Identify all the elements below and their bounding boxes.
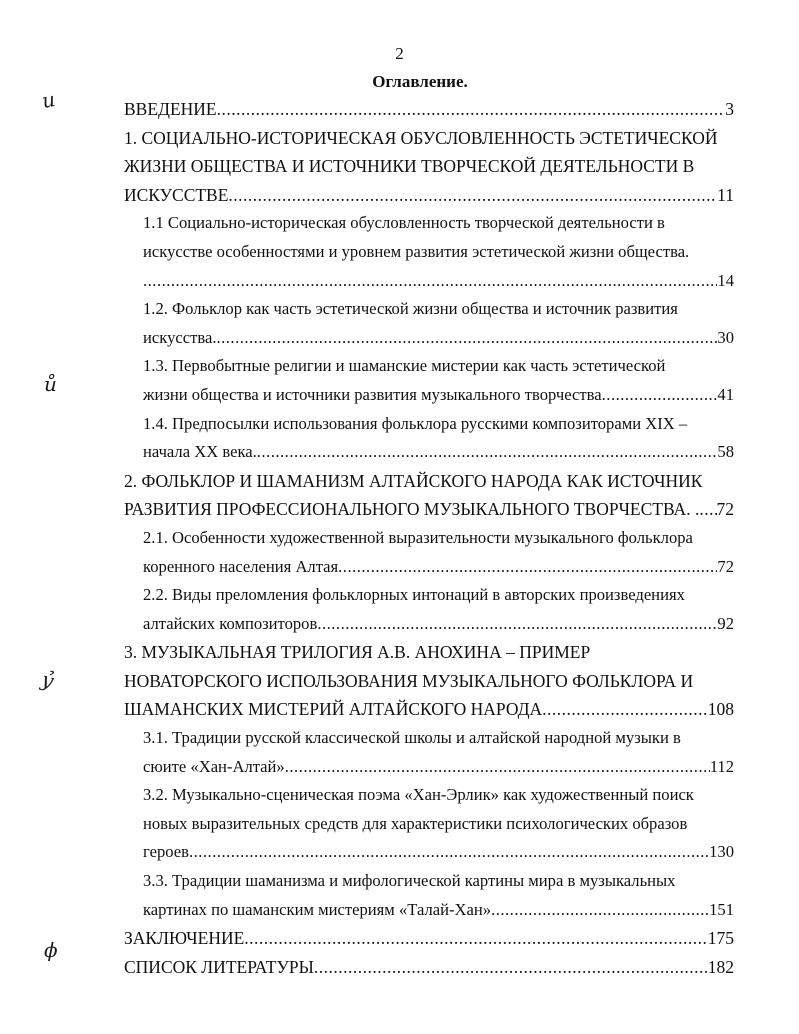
dot-leader [317,610,717,639]
toc-entry-text-line: ЖИЗНИ ОБЩЕСТВА И ИСТОЧНИКИ ТВОРЧЕСКОЙ ДЕЯТЕЛЬНОСТИ В [124,156,695,177]
dot-leader [338,553,717,582]
toc-entry [143,781,734,867]
toc-entry [143,352,734,409]
toc-entry-text: искусства. [143,327,217,347]
toc-page-number: 72 [717,556,734,576]
toc-entry-text: картинах по шаманским мистериям «Талай-Хан» [143,899,492,919]
toc-entry [143,410,734,467]
dot-leader [216,324,717,353]
toc-entry-text-line: 1.1 Социально-историческая обусловленность творческой деятельности в [143,213,665,233]
toc-entry [124,638,734,724]
toc-entry-text-line: 2.1. Особенности художественной выразительности музыкального фольклора [143,527,693,547]
toc-entry-text: ИСКУССТВЕ [124,184,229,205]
toc-entry-text-line: 1.3. Первобытные религии и шаманские мистерии как часть эстетической [143,356,666,376]
toc-entry-text: начала XX века. [143,442,257,462]
toc-entry [124,924,734,953]
toc-entry-text: ВВЕДЕНИЕ [124,99,217,119]
toc-entry-last-line [143,553,734,582]
toc-entry-last-line [143,610,734,639]
toc-entry-text-line: 3.1. Традиции русской классической школы и алтайской народной музыки в [143,728,681,748]
toc-page-number: 30 [717,327,734,347]
toc-page-number: 92 [717,613,734,633]
toc-entry-last-line [124,953,734,982]
toc-entry [143,295,734,352]
dot-leader [285,753,710,782]
toc-entry [143,867,734,924]
toc-entry-text-line: 3. МУЗЫКАЛЬНАЯ ТРИЛОГИЯ А.В. АНОХИНА – ПРИМЕР [124,642,591,663]
dot-leader [244,924,707,953]
toc-entry-text: героев [143,842,189,862]
toc-entry-text-line: новых выразительных средств для характеристики психологических образов [143,813,688,833]
toc-entry-last-line [124,695,734,724]
toc-entry [143,209,734,295]
toc-entry-text: коренного населения Алтая [143,556,339,576]
toc-page-number: 14 [717,270,734,290]
toc-page-number: 3 [725,99,734,119]
toc-entry-text: ШАМАНСКИХ МИСТЕРИЙ АЛТАЙСКОГО НАРОДА [124,699,543,720]
toc-page-number: 108 [707,699,734,720]
toc-page-number: 175 [707,928,734,949]
toc-page-number: 182 [707,956,734,977]
toc-entry-text: СПИСОК ЛИТЕРАТУРЫ [124,956,314,977]
toc-entry [124,95,734,124]
handwritten-margin-mark: и [40,87,57,113]
handwritten-margin-mark: ů [44,372,57,396]
toc-entry [143,524,734,581]
toc-entry [143,724,734,781]
toc-entry-text-line: 3.2. Музыкально-сценическая поэма «Хан-Эрлик» как художественный поиск [143,785,694,805]
dot-leader [491,896,709,925]
toc-entry-last-line [143,267,734,296]
toc-entry-text-line: 3.3. Традиции шаманизма и мифологической картины мира в музыкальных [143,871,676,891]
dot-leader [699,495,716,524]
toc-entry-text: ЗАКЛЮЧЕНИЕ [124,928,245,949]
toc-entry-text-line: искусстве особенностями и уровнем развития эстетической жизни общества. [143,241,690,261]
toc-entry-text: РАЗВИТИЯ ПРОФЕССИОНАЛЬНОГО МУЗЫКАЛЬНОГО ТВОРЧЕСТВА. . [124,499,700,520]
toc-entry [124,124,734,210]
dot-leader [257,438,718,467]
toc-entry-last-line [124,181,734,210]
dot-leader [542,695,708,724]
page-number: 2 [395,44,404,63]
toc-page-number: 11 [717,184,734,205]
toc-entry [124,953,734,982]
toc-entry-text-line: 1.4. Предпосылки использования фольклора русскими композиторами XIX – [143,413,688,433]
dot-leader [143,267,717,296]
handwritten-margin-mark: ϕ [44,938,58,962]
handwritten-margin-mark: ỷ [39,666,57,694]
toc-entry-text-line: 1.2. Фольклор как часть эстетической жизни общества и источник развития [143,299,678,319]
toc-page-number: 72 [716,499,734,520]
toc-entry-text-line: 2.2. Виды преломления фольклорных интонаций в авторских произведениях [143,585,685,605]
toc-entry-text-line: 2. ФОЛЬКЛОР И ШАМАНИЗМ АЛТАЙСКОГО НАРОДА КАК ИСТОЧНИК [124,470,703,491]
dot-leader [314,953,708,982]
toc-entry-last-line [124,95,734,124]
toc-page-number: 130 [709,842,734,862]
toc-page-number: 151 [709,899,734,919]
dot-leader [189,838,709,867]
dot-leader [228,181,717,210]
toc-entry-last-line [143,753,734,782]
toc-entry-text-line: 1. СОЦИАЛЬНО-ИСТОРИЧЕСКАЯ ОБУСЛОВЛЕННОСТЬ ЭСТЕТИЧЕСКОЙ [124,127,718,148]
toc-entry-last-line [143,324,734,353]
table-of-contents [124,95,734,981]
toc-entry-last-line [143,438,734,467]
toc-title: Оглавление. [372,72,468,91]
toc-entry-text: алтайских композиторов [143,613,318,633]
toc-entry-last-line [124,495,734,524]
toc-entry-last-line [143,381,734,410]
toc-entry-last-line [124,924,734,953]
dot-leader [217,95,726,124]
toc-page-number: 58 [717,442,734,462]
dot-leader [602,381,718,410]
toc-entry [124,467,734,524]
toc-entry-text: сюите «Хан-Алтай» [143,756,285,776]
toc-page-number: 41 [717,384,734,404]
toc-entry-text-line: НОВАТОРСКОГО ИСПОЛЬЗОВАНИЯ МУЗЫКАЛЬНОГО ФОЛЬКЛОРА И [124,670,694,691]
toc-entry-last-line [143,896,734,925]
toc-page-number: 112 [709,756,734,776]
toc-entry-last-line [143,838,734,867]
toc-entry [143,581,734,638]
toc-entry-text: жизни общества и источники развития музыкального творчества [143,384,602,404]
